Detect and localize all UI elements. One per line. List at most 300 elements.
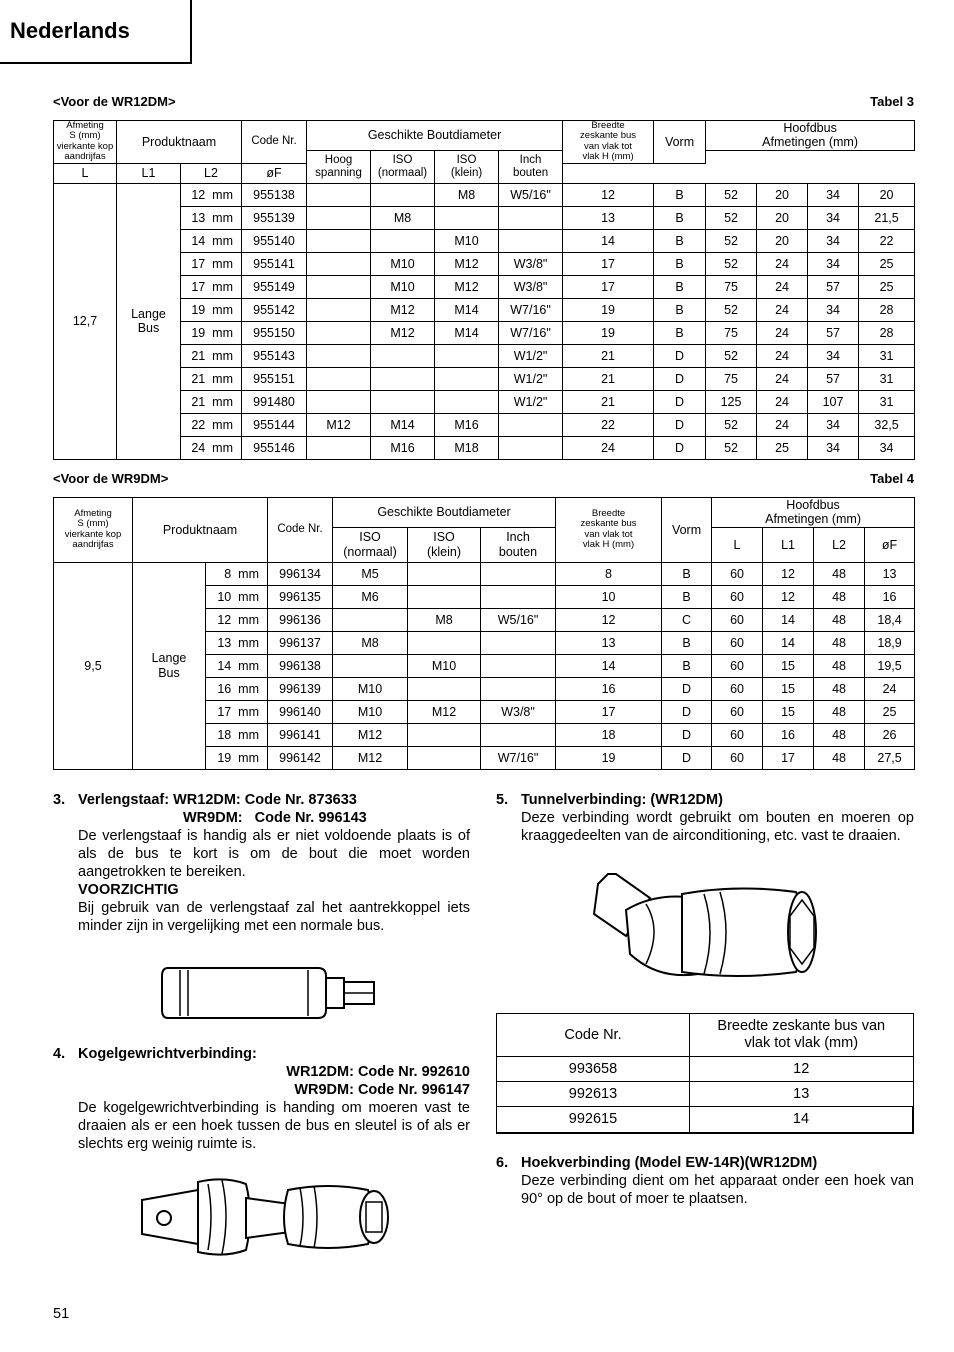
- size-cell: 18 mm: [206, 723, 268, 746]
- table-row: [54, 390, 915, 413]
- table-cell: [408, 562, 481, 585]
- code-cell: 955138: [242, 183, 307, 206]
- table-cell: [481, 562, 556, 585]
- table-cell: M8: [408, 608, 481, 631]
- table-cell: M12: [371, 298, 435, 321]
- item3-title-line2: WR9DM: Code Nr. 996143: [183, 810, 367, 826]
- code-cell: 996139: [268, 677, 333, 700]
- table-cell: M12: [371, 321, 435, 344]
- table-cell: 24: [757, 321, 808, 344]
- table-cell: 52: [706, 413, 757, 436]
- table-cell: 22: [563, 413, 654, 436]
- table-cell: [499, 413, 563, 436]
- table-cell: 75: [706, 321, 757, 344]
- table-cell: D: [654, 436, 706, 459]
- table-row: [54, 298, 915, 321]
- t4-h-iso-klein: ISO (klein): [408, 527, 481, 562]
- table-cell: 19: [563, 321, 654, 344]
- table-cell: 21: [563, 390, 654, 413]
- t4-h-produktnaam: Produktnaam: [133, 498, 268, 563]
- table-cell: 24: [757, 367, 808, 390]
- table-row: [54, 275, 915, 298]
- table-cell: M14: [435, 321, 499, 344]
- table-cell: B: [654, 275, 706, 298]
- table3-heading-row: [53, 94, 914, 109]
- table-cell: [408, 585, 481, 608]
- size-cell: 21 mm: [181, 367, 242, 390]
- table-cell: 25: [865, 700, 915, 723]
- table-cell: 13: [563, 206, 654, 229]
- table-cell: 48: [814, 746, 865, 769]
- table-cell: 75: [706, 367, 757, 390]
- table-cell: 14: [763, 608, 814, 631]
- t3-h-dim-l2: L2: [181, 163, 242, 183]
- item4-code1: WR12DM: Code Nr. 992610: [286, 1064, 470, 1080]
- t3-h-geschikte: Geschikte Boutdiameter: [307, 121, 563, 151]
- page-number: 51: [53, 1306, 70, 1322]
- t4-h-vorm: Vorm: [662, 498, 712, 563]
- t3-h-hoog: Hoog spanning: [307, 150, 371, 183]
- table-row: [54, 344, 915, 367]
- table-cell: 20: [757, 229, 808, 252]
- table-cell: 52: [706, 436, 757, 459]
- table-cell: 125: [706, 390, 757, 413]
- table-cell: [499, 436, 563, 459]
- table-cell: 15: [763, 700, 814, 723]
- table-row: [54, 321, 915, 344]
- code-cell: 955151: [242, 367, 307, 390]
- table-cell: 10: [556, 585, 662, 608]
- size-cell: 14 mm: [181, 229, 242, 252]
- tunnel-size-cell: 12: [690, 1057, 914, 1082]
- table-cell: M8: [371, 206, 435, 229]
- table-cell: 31: [859, 390, 915, 413]
- t3-h-vorm: Vorm: [654, 121, 706, 164]
- table-cell: 24: [757, 252, 808, 275]
- table-cell: [307, 183, 371, 206]
- tunnel-joint-illustration: [586, 870, 826, 996]
- table-cell: M10: [408, 654, 481, 677]
- table-cell: 34: [808, 229, 859, 252]
- table-cell: 18,4: [865, 608, 915, 631]
- table-row: [54, 367, 915, 390]
- tunnel-code-cell: 992613: [497, 1082, 690, 1107]
- table-cell: 107: [808, 390, 859, 413]
- table-cell: 14: [556, 654, 662, 677]
- table4: [53, 497, 915, 770]
- table-cell: 60: [712, 562, 763, 585]
- tunnel-code-cell: 992615: [497, 1107, 690, 1133]
- table-cell: D: [662, 700, 712, 723]
- code-cell: 955150: [242, 321, 307, 344]
- table-cell: 60: [712, 631, 763, 654]
- table-cell: [408, 631, 481, 654]
- table-cell: C: [662, 608, 712, 631]
- table-cell: M8: [333, 631, 408, 654]
- table-cell: 12: [563, 183, 654, 206]
- table-cell: W1/2": [499, 390, 563, 413]
- t3-h-iso-klein: ISO (klein): [435, 150, 499, 183]
- table-cell: 24: [757, 390, 808, 413]
- code-cell: 996137: [268, 631, 333, 654]
- table-cell: [408, 723, 481, 746]
- table-cell: 48: [814, 585, 865, 608]
- table-cell: [307, 321, 371, 344]
- table-cell: 24: [563, 436, 654, 459]
- table-cell: [481, 585, 556, 608]
- table-cell: [307, 206, 371, 229]
- table-cell: [333, 608, 408, 631]
- table-cell: B: [662, 631, 712, 654]
- table-cell: W7/16": [499, 298, 563, 321]
- table-cell: D: [654, 344, 706, 367]
- tunnel-size-cell: 14: [690, 1107, 914, 1133]
- table-cell: 60: [712, 746, 763, 769]
- item-verlengstaaf: [53, 791, 470, 935]
- table3-heading: <Voor de WR12DM>: [53, 94, 176, 109]
- table-cell: M12: [435, 275, 499, 298]
- table-cell: [371, 229, 435, 252]
- table-cell: 34: [808, 183, 859, 206]
- table-cell: 48: [814, 654, 865, 677]
- table-cell: 21: [563, 344, 654, 367]
- table-cell: 57: [808, 275, 859, 298]
- t4-h-inch: Inch bouten: [481, 527, 556, 562]
- code-cell: 955149: [242, 275, 307, 298]
- t4-h-breedte: Breedte zeskante bus van vlak tot vlak H (mm): [556, 498, 662, 563]
- t4-h-geschikte: Geschikte Boutdiameter: [333, 498, 556, 528]
- size-cell: 12 mm: [206, 608, 268, 631]
- table-cell: M10: [371, 252, 435, 275]
- size-cell: 19 mm: [206, 746, 268, 769]
- table-cell: [435, 367, 499, 390]
- code-cell: 996140: [268, 700, 333, 723]
- table-cell: W7/16": [499, 321, 563, 344]
- code-cell: 996135: [268, 585, 333, 608]
- code-cell: 996142: [268, 746, 333, 769]
- size-cell: 22 mm: [181, 413, 242, 436]
- table-cell: 22: [859, 229, 915, 252]
- t4-h-hoofdbus: Hoofdbus Afmetingen (mm): [712, 498, 915, 528]
- table-cell: B: [654, 252, 706, 275]
- table-cell: M8: [435, 183, 499, 206]
- language-tab-label: Nederlands: [10, 18, 130, 43]
- table-cell: 12: [763, 585, 814, 608]
- item4-number: 4.: [53, 1046, 66, 1062]
- size-cell: 16 mm: [206, 677, 268, 700]
- size-cell: 13 mm: [206, 631, 268, 654]
- item6-title: Hoekverbinding (Model EW-14R)(WR12DM): [521, 1155, 818, 1171]
- table-cell: M16: [371, 436, 435, 459]
- code-cell: 996136: [268, 608, 333, 631]
- t3-h-afmeting: Afmeting S (mm) vierkante kop aandrijfas: [54, 121, 117, 164]
- table-cell: B: [654, 321, 706, 344]
- table-cell: M14: [435, 298, 499, 321]
- table-cell: 60: [712, 700, 763, 723]
- table-cell: 60: [712, 654, 763, 677]
- table-cell: M12: [333, 723, 408, 746]
- t4-h-dim-l2: L2: [814, 527, 865, 562]
- t3-h-dim-l: L: [54, 163, 117, 183]
- table-cell: 25: [757, 436, 808, 459]
- size-cell: 19 mm: [181, 298, 242, 321]
- table-cell: 60: [712, 723, 763, 746]
- code-cell: 955142: [242, 298, 307, 321]
- table-cell: 48: [814, 723, 865, 746]
- table-cell: 24: [757, 275, 808, 298]
- table-cell: [499, 206, 563, 229]
- item5-body: Deze verbinding wordt gebruikt om bouten en moeren op kraaggedeelten van de airconditioning, etc. vast te draaien.: [521, 810, 914, 844]
- size-cell: 21 mm: [181, 344, 242, 367]
- t3-h-inch: Inch bouten: [499, 150, 563, 183]
- code-cell: 955146: [242, 436, 307, 459]
- tunnel-code-table: [496, 1013, 914, 1134]
- table-cell: 57: [808, 321, 859, 344]
- table-cell: D: [654, 413, 706, 436]
- code-cell: 955141: [242, 252, 307, 275]
- table-cell: 52: [706, 183, 757, 206]
- table-cell: 17: [556, 700, 662, 723]
- product-cell: Lange Bus: [117, 183, 181, 459]
- ball-joint-illustration: [138, 1170, 398, 1262]
- code-cell: 996138: [268, 654, 333, 677]
- table-cell: 34: [808, 413, 859, 436]
- table-cell: 26: [865, 723, 915, 746]
- table-cell: 19: [563, 298, 654, 321]
- code-cell: 955140: [242, 229, 307, 252]
- table-cell: D: [662, 746, 712, 769]
- size-cell: 10 mm: [206, 585, 268, 608]
- table-row: [54, 436, 915, 459]
- tunnel-h-code: Code Nr.: [497, 1014, 690, 1057]
- size-cell: 17 mm: [206, 700, 268, 723]
- table-cell: 27,5: [865, 746, 915, 769]
- item-hoekverbinding: [496, 1154, 914, 1208]
- table-cell: [371, 367, 435, 390]
- table-cell: 24: [757, 413, 808, 436]
- table3: [53, 120, 915, 460]
- size-cell: 24 mm: [181, 436, 242, 459]
- table-cell: 18,9: [865, 631, 915, 654]
- size-cell: 17 mm: [181, 275, 242, 298]
- table-row: [54, 562, 915, 585]
- table-row: [54, 183, 915, 206]
- table-cell: 19: [556, 746, 662, 769]
- table-cell: M10: [371, 275, 435, 298]
- table-cell: [307, 252, 371, 275]
- t3-h-dim-of: øF: [242, 163, 307, 183]
- size-cell: 17 mm: [181, 252, 242, 275]
- table-cell: 16: [556, 677, 662, 700]
- table-cell: 52: [706, 298, 757, 321]
- table-cell: 32,5: [859, 413, 915, 436]
- table-cell: [435, 206, 499, 229]
- extension-bar-illustration: [160, 962, 380, 1024]
- table-cell: 24: [757, 344, 808, 367]
- table-cell: 52: [706, 229, 757, 252]
- t4-h-code: Code Nr.: [268, 498, 333, 563]
- table-cell: M14: [371, 413, 435, 436]
- table-cell: 52: [706, 344, 757, 367]
- table-cell: 25: [859, 252, 915, 275]
- table-cell: 52: [706, 252, 757, 275]
- t4-h-afmeting: Afmeting S (mm) vierkante kop aandrijfas: [54, 498, 133, 563]
- item5-number: 5.: [496, 792, 509, 808]
- table-cell: D: [662, 723, 712, 746]
- table-cell: M5: [333, 562, 408, 585]
- table-cell: [307, 436, 371, 459]
- t3-h-produktnaam: Produktnaam: [117, 121, 242, 164]
- table-cell: W7/16": [481, 746, 556, 769]
- table-row: [54, 413, 915, 436]
- table-cell: 48: [814, 608, 865, 631]
- table-cell: 20: [757, 206, 808, 229]
- table-cell: 34: [808, 206, 859, 229]
- item-tunnelverbinding: [496, 791, 914, 845]
- size-cell: 8 mm: [206, 562, 268, 585]
- table-cell: [408, 746, 481, 769]
- table-cell: B: [662, 654, 712, 677]
- table-cell: 57: [808, 367, 859, 390]
- table-cell: [481, 677, 556, 700]
- table-cell: 34: [808, 344, 859, 367]
- item4-title: Kogelgewrichtverbinding:: [78, 1046, 257, 1062]
- table4-heading-row: [53, 471, 914, 486]
- table-cell: 60: [712, 677, 763, 700]
- item3-body: De verlengstaaf is handig als er niet voldoende plaats is of als de bus te kort is om de bout die moet worden aangetrokken te bereiken.: [78, 828, 470, 880]
- tunnel-h-breedte: Breedte zeskante bus van vlak tot vlak (mm): [690, 1014, 914, 1057]
- t3-h-dim-l1: L1: [117, 163, 181, 183]
- table-cell: M10: [333, 700, 408, 723]
- table-cell: 15: [763, 677, 814, 700]
- table-cell: M10: [333, 677, 408, 700]
- size-cell: 19 mm: [181, 321, 242, 344]
- item6-number: 6.: [496, 1155, 509, 1171]
- item3-number: 3.: [53, 792, 66, 808]
- t3-h-code: Code Nr.: [242, 121, 307, 164]
- code-cell: 991480: [242, 390, 307, 413]
- table-cell: B: [654, 298, 706, 321]
- table-cell: W3/8": [481, 700, 556, 723]
- table-cell: 17: [763, 746, 814, 769]
- table-cell: 75: [706, 275, 757, 298]
- table-cell: [481, 631, 556, 654]
- item3-caution: VOORZICHTIG: [78, 882, 179, 898]
- table-row: [54, 206, 915, 229]
- afmeting-cell: 9,5: [54, 562, 133, 769]
- table3-label: Tabel 3: [870, 94, 914, 109]
- table-cell: [435, 390, 499, 413]
- table-cell: 15: [763, 654, 814, 677]
- table-cell: 60: [712, 585, 763, 608]
- table-cell: [435, 344, 499, 367]
- item3-title: Verlengstaaf: WR12DM: Code Nr. 873633: [78, 792, 357, 808]
- table-cell: M6: [333, 585, 408, 608]
- table-cell: 21,5: [859, 206, 915, 229]
- table-cell: [307, 229, 371, 252]
- table-cell: B: [662, 585, 712, 608]
- table-cell: 24: [865, 677, 915, 700]
- table-cell: M12: [333, 746, 408, 769]
- item4-body: De kogelgewrichtverbinding is handing om moeren vast te draaien als er een hoek tussen de bus en sleutel is of als er slechts erg weinig ruimte is.: [78, 1100, 470, 1152]
- language-tab: [0, 0, 192, 64]
- table-cell: 14: [763, 631, 814, 654]
- table-cell: 18: [556, 723, 662, 746]
- table-cell: 12: [763, 562, 814, 585]
- item6-body: Deze verbinding dient om het apparaat onder een hoek van 90° op de bout of moer te plaatsen.: [521, 1173, 914, 1207]
- table-cell: 48: [814, 700, 865, 723]
- table-cell: W1/2": [499, 344, 563, 367]
- table-cell: [307, 344, 371, 367]
- table-cell: M18: [435, 436, 499, 459]
- table-cell: 21: [563, 367, 654, 390]
- table-cell: 25: [859, 275, 915, 298]
- table4-label: Tabel 4: [870, 471, 914, 486]
- table-cell: 24: [757, 298, 808, 321]
- t3-h-iso-normaal: ISO (normaal): [371, 150, 435, 183]
- table-cell: M12: [408, 700, 481, 723]
- size-cell: 13 mm: [181, 206, 242, 229]
- table-row: [54, 252, 915, 275]
- table-cell: 48: [814, 677, 865, 700]
- code-cell: 996134: [268, 562, 333, 585]
- table-cell: 52: [706, 206, 757, 229]
- tunnel-size-cell: 13: [690, 1082, 914, 1107]
- item-kogelgewricht: [53, 1045, 470, 1153]
- table-cell: 31: [859, 344, 915, 367]
- table-cell: W5/16": [499, 183, 563, 206]
- table-cell: W3/8": [499, 252, 563, 275]
- t3-h-hoofdbus: Hoofdbus Afmetingen (mm): [706, 121, 915, 151]
- table-cell: 34: [808, 252, 859, 275]
- table-cell: 28: [859, 321, 915, 344]
- table-cell: 13: [556, 631, 662, 654]
- item5-title: Tunnelverbinding: (WR12DM): [521, 792, 723, 808]
- table-cell: [307, 390, 371, 413]
- table-cell: D: [654, 367, 706, 390]
- size-cell: 14 mm: [206, 654, 268, 677]
- table-cell: M12: [435, 252, 499, 275]
- table-cell: W1/2": [499, 367, 563, 390]
- code-cell: 955139: [242, 206, 307, 229]
- table-cell: [371, 183, 435, 206]
- table-cell: D: [654, 390, 706, 413]
- table-cell: 20: [859, 183, 915, 206]
- table-cell: [307, 367, 371, 390]
- code-cell: 955144: [242, 413, 307, 436]
- table-cell: 34: [859, 436, 915, 459]
- table-cell: 16: [763, 723, 814, 746]
- t3-h-breedte: Breedte zeskante bus van vlak tot vlak H (mm): [563, 121, 654, 164]
- size-cell: 21 mm: [181, 390, 242, 413]
- table-cell: W3/8": [499, 275, 563, 298]
- table-cell: B: [654, 183, 706, 206]
- table-cell: 16: [865, 585, 915, 608]
- t4-h-dim-l1: L1: [763, 527, 814, 562]
- table-cell: [371, 390, 435, 413]
- t4-h-iso-normaal: ISO (normaal): [333, 527, 408, 562]
- table-cell: B: [654, 206, 706, 229]
- table-cell: 34: [808, 298, 859, 321]
- table-cell: [333, 654, 408, 677]
- table-cell: B: [662, 562, 712, 585]
- table-cell: M12: [307, 413, 371, 436]
- table-cell: M10: [435, 229, 499, 252]
- product-cell: Lange Bus: [133, 562, 206, 769]
- table-cell: W5/16": [481, 608, 556, 631]
- afmeting-cell: 12,7: [54, 183, 117, 459]
- table-cell: [481, 723, 556, 746]
